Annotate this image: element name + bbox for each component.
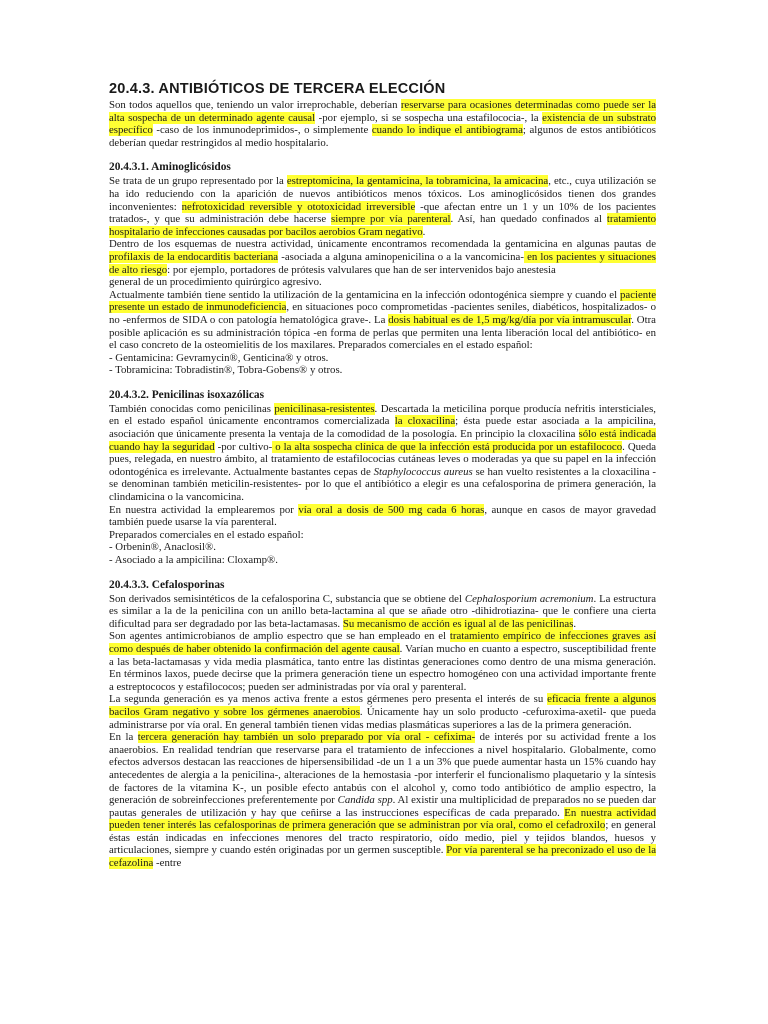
paragraph xyxy=(109,593,656,631)
text-run: . Queda pues, relegada, en nuestro ámbito, al tratamiento de estafilococias cutáneas leves o moderadas ya que su papel en la infección odontogénica es irrelevante. Actualmente bastantes cepas de xyxy=(109,440,657,478)
text-run: , en situaciones poco comprometidas -pacientes seniles, diabéticos, hospitalizados- o no -enfermos de SIDA o con patología hematológica grave-. La xyxy=(109,301,657,326)
highlighted-text: tratamiento empírico de infecciones graves así como después de haber obtenido la confirmación del agente causal xyxy=(109,630,657,655)
text-run: . Descartada la meticilina porque producía nefritis intersticiales, en el estado español únicamente encontramos comercializada xyxy=(109,402,656,428)
paragraph xyxy=(109,630,656,693)
text-run: Son todos aquellos que, teniendo un valor irreprochable, deberían xyxy=(109,99,401,111)
paragraph xyxy=(109,731,656,870)
highlighted-text: eficacia frente a algunos bacilos Gram negativo y sobre los gérmenes anaerobios xyxy=(109,693,656,718)
text-run: En la xyxy=(109,731,138,744)
text-run: -que afectan entre un 1 y un 10% de los pacientes tratados-, y que su administración debe hacerse xyxy=(109,200,657,226)
highlighted-text: en los pacientes y situaciones de alto riesgo xyxy=(109,250,656,276)
section-heading-aminoglicosidos: 20.4.3.1. Aminoglicósidos xyxy=(109,161,231,174)
paragraph xyxy=(109,238,656,276)
highlighted-text: sólo está indicada cuando hay la seguridad xyxy=(109,428,656,453)
text-run: - Tobramicina: Tobradistin®, Tobra-Gobens® y otros. xyxy=(109,364,343,377)
text-run: , etc., cuya utilización se ha ido reduciendo con la aparición de nuevos antibióticos menos tóxicos. Los aminoglicósidos tienen dos grandes inconvenientes: xyxy=(109,175,656,213)
paragraph xyxy=(109,276,656,289)
list-item xyxy=(109,364,656,377)
paragraph xyxy=(109,693,656,731)
text-run: También conocidas como penicilinas xyxy=(109,402,275,415)
page-title: 20.4.3. ANTIBIÓTICOS DE TERCERA ELECCIÓN xyxy=(109,81,446,97)
section-heading-cefalosporinas: 20.4.3.3. Cefalosporinas xyxy=(109,578,225,591)
highlighted-text: nefrotoxicidad reversible y ototoxicidad irreversible xyxy=(181,200,416,213)
list-item xyxy=(109,352,656,365)
highlighted-text: profilaxis de la endocarditis bacteriana xyxy=(109,250,279,263)
paragraph xyxy=(109,529,656,542)
text-run: - Orbenin®, Anaclosil®. xyxy=(109,541,216,554)
section-heading-penicilinas: 20.4.3.2. Penicilinas isoxazólicas xyxy=(109,388,265,401)
text-run: . Varían mucho en cuanto a espectro, susceptibilidad frente a las beta-lactamasas y vida media plasmática, tanto entre las distintas generaciones como dentro de una misma generación. En términos laxos, puede decirse que la primera generación tiene un espectro homogéneo con una actividad importante frente a estreptococos y estafilococos; pueden ser administradas por vía oral y parenteral. xyxy=(109,642,656,693)
text-run: . La estructura es similar a la de la penicilina con un anillo beta-lactamina al que se añade otro -dihidrotiazina- que le confiere una cierta dificultad para ser degradado por las beta-lactamasas. xyxy=(109,592,656,630)
text-run: . xyxy=(422,225,426,238)
list-item xyxy=(109,554,656,567)
highlighted-text: tercera generación hay también un solo preparado por vía oral - cefixima- xyxy=(137,731,476,744)
text-run: general de un procedimiento quirúrgico agresivo. xyxy=(109,276,322,289)
text-run: -por cultivo- xyxy=(214,440,273,453)
intro-paragraph xyxy=(109,99,656,149)
text-run: En nuestra actividad la emplearemos por xyxy=(109,503,299,516)
list-item xyxy=(109,541,656,554)
text-run: . Otra posible aplicación es su administración tópica -en forma de perlas que permiten una lenta liberación local del antibiótico- en el caso concreto de la osteomielitis de los maxilares. Preparados comerciales en el estado español: xyxy=(109,313,656,352)
document-content xyxy=(109,81,656,870)
text-run: -entre xyxy=(153,857,182,870)
text-run: de interés por su actividad frente a los anaerobios. En realidad tendrían que reservarse para el tratamiento de infecciones a nivel hospitalario. Globalmente, como efectos adversos destacan las reacciones de hipersensibilidad -de un 1 a un 3% que puede aumentar hasta un 15% cuando hay antecedentes de alergia a la penicilina-, alteraciones de la hemostasia -por interferir el funcionalismo plaquetario y la síntesis de factores de la vitamina K-, un posible efecto antabús con el alcohol y, como todo antibiótico de amplio espectro, la generación de sobreinfecciones preferentemente por xyxy=(109,731,656,807)
text-run: ; en general éstas están indicadas en infecciones menores del tracto respiratorio, oído medio, piel y tejidos blandos, huesos y articulaciones, siempre y cuando estén originadas por un germen susceptible. xyxy=(109,819,657,857)
text-run: se han vuelto resistentes a la cloxacilina -se denominan también meticilin-resistentes- por lo que el antibiótico a elegir es una cefalosporina de primera generación, la clindamicina o la vancomicina. xyxy=(109,465,657,504)
text-run: Preparados comerciales en el estado español: xyxy=(109,528,304,541)
text-run: ; algunos de estos antibióticos deberían quedar restringidos al medio hospitalario. xyxy=(109,124,657,149)
highlighted-text: existencia de un substrato específico xyxy=(109,111,656,137)
highlighted-text: dosis habitual es de 1,5 mg/kg/día por vía intramuscular xyxy=(388,313,632,326)
paragraph xyxy=(109,175,656,238)
text-run: -caso de los inmunodeprimidos-, o simplemente xyxy=(152,124,372,137)
paragraph xyxy=(109,289,656,352)
text-run: : por ejemplo, portadores de prótesis valvulares que han de ser intervenidos bajo anestesia xyxy=(167,263,556,276)
text-run: . xyxy=(573,617,577,630)
text-run: La segunda generación es ya menos activa frente a estos gérmenes pero presenta el interés de su xyxy=(109,693,548,706)
text-run: . Así, han quedado confinados al xyxy=(450,213,607,226)
highlighted-text: En nuestra actividad pueden tener interés las cefalosporinas de primera generación que se administran por vía oral, como el cefadroxilo xyxy=(109,806,656,832)
highlighted-text: estreptomicina, la gentamicina, la tobramicina, la amicacina xyxy=(286,175,549,188)
highlighted-text: la cloxacilina xyxy=(394,415,456,428)
text-run: Actualmente también tiene sentido la utilización de la gentamicina en la infección odontogénica siempre y cuando el xyxy=(109,288,621,301)
text-run: . Únicamente hay un solo producto -cefuroxima-axetil- que pueda administrarse por vía oral. En general también tienen vidas medias plasmáticas superiores a las de la primera generación. xyxy=(109,705,657,731)
highlighted-text: vía oral a dosis de 500 mg cada 6 horas xyxy=(298,503,485,516)
text-run: Son agentes antimicrobianos de amplio espectro que se han empleado en el xyxy=(109,630,450,643)
italic-text: Staphylococcus aureus xyxy=(373,465,473,478)
highlighted-text: siempre por vía parenteral xyxy=(331,213,451,226)
italic-text: Cephalosporium acremonium xyxy=(464,592,594,605)
text-run: , aunque en casos de mayor gravedad también puede usarse la vía parenteral. xyxy=(109,503,656,529)
text-run: -por ejemplo, si se sospecha una estafilococia-, la xyxy=(315,111,543,124)
text-run: . Al existir una multiplicidad de preparados no se pueden dar pautas generales de utilización y hay que ceñirse a las instrucciones específicas de cada preparado. xyxy=(109,794,656,819)
highlighted-text: tratamiento hospitalario de infecciones causadas por bacilos aerobios Gram negativo xyxy=(109,213,657,238)
italic-text: Candida spp xyxy=(337,794,393,807)
text-run: Dentro de los esquemas de nuestra actividad, únicamente encontramos recomendada la gentamicina en algunas pautas de xyxy=(109,238,656,251)
highlighted-text: Por vía parenteral se ha preconizado el uso de la cefazolina xyxy=(109,844,656,870)
text-run: Se trata de un grupo representado por la xyxy=(109,175,287,188)
paragraph xyxy=(109,403,656,504)
text-run: - Asociado a la ampicilina: Cloxamp®. xyxy=(109,554,278,566)
highlighted-text: reservarse para ocasiones determinadas como puede ser la alta sospecha de un determinado agente causal xyxy=(109,99,656,124)
text-run: Son derivados semisintéticos de la cefalosporina C, substancia que se obtiene del xyxy=(109,592,465,605)
highlighted-text: paciente presente un estado de inmunodeficiencia xyxy=(109,288,656,314)
highlighted-text: penicilinasa-resistentes xyxy=(274,402,375,415)
highlighted-text: o la alta sospecha clínica de que la infección está producida por un estafilococo xyxy=(272,440,623,453)
highlighted-text: cuando lo indique el antibiograma xyxy=(371,124,523,137)
text-run: -asociada a alguna aminopenicilina o a la vancomicina- xyxy=(278,250,524,263)
paragraph xyxy=(109,504,656,529)
text-run: ; ésta puede estar asociada a la ampicilina, asociación que únicamente presenta la ventaja de la comodidad de la posología. En principio la cloxacilina xyxy=(109,415,656,441)
highlighted-text: Su mecanismo de acción es igual al de las penicilinas xyxy=(342,617,574,630)
text-run: - Gentamicina: Gevramycin®, Genticina® y otros. xyxy=(109,351,329,364)
